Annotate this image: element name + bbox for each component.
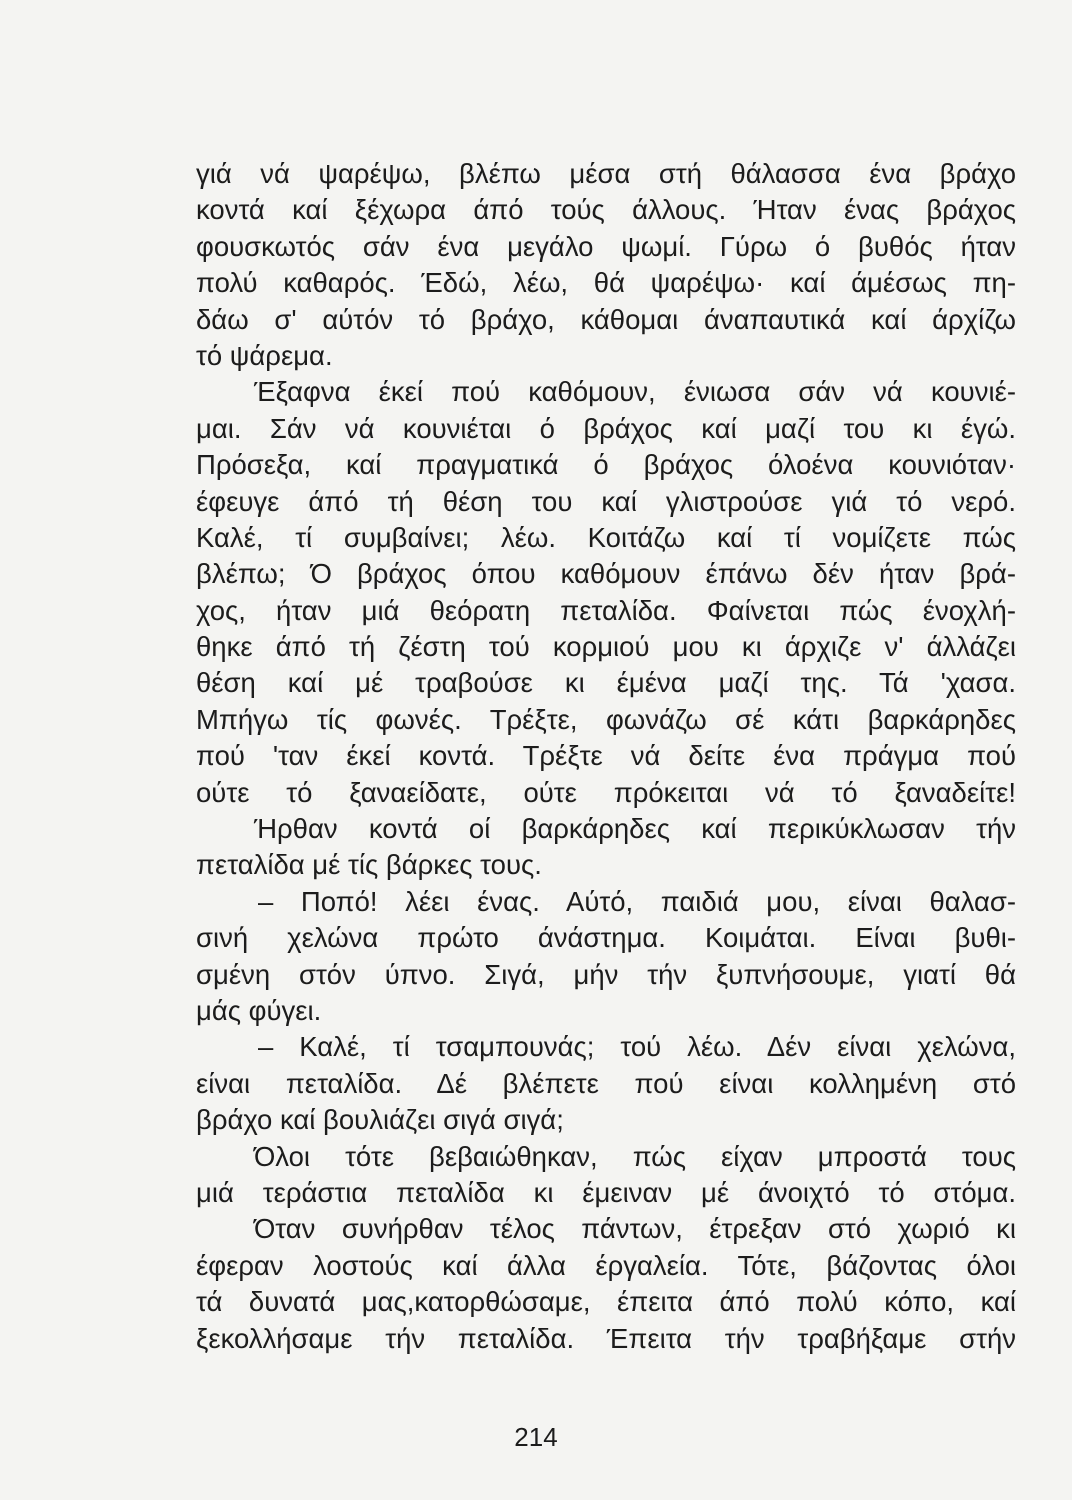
text-line: τό ψάρεμα. (196, 339, 333, 371)
text-line: Όταν συνήρθαν τέλος πάντων, έτρεξαν στό χωριό κι (254, 1213, 1016, 1245)
text-line: Έξαφνα έκεί πού καθόμουν, ένιωσα σάν νά κουνιέ- (254, 376, 1016, 408)
text-line: πεταλίδα μέ τίς βάρκες τους. (196, 849, 542, 881)
page-number: 214 (514, 1422, 558, 1452)
text-line: φουσκωτός σάν ένα μεγάλο ψωμί. Γύρω ό βυθός ήταν (196, 230, 1016, 262)
text-line: πολύ καθαρός. Έδώ, λέω, θά ψαρέψω· καί άμέσως πη- (196, 267, 1016, 299)
text-line: γιά νά ψαρέψω, βλέπω μέσα στή θάλασσα ένα βράχο (196, 158, 1016, 189)
text-line: έφεραν λοστούς καί άλλα έργαλεία. Τότε, βάζοντας όλοι (196, 1249, 1016, 1281)
text-line: έφευγε άπό τή θέση του καί γλιστρούσε γιά τό νερό. (196, 485, 1016, 517)
text-line: χος, ήταν μιά θεόρατη πεταλίδα. Φαίνεται πώς ένοχλή- (196, 594, 1016, 626)
text-line: μαι. Σάν νά κουνιέται ό βράχος καί μαζί του κι έγώ. (196, 412, 1016, 444)
text-line: κοντά καί ξέχωρα άπό τούς άλλους. Ήταν ένας βράχος (196, 194, 1016, 226)
text-line: Καλέ, τί συμβαίνει; λέω. Κοιτάζω καί τί νομίζετε πώς (196, 521, 1016, 553)
text-line: σμένη στόν ύπνο. Σιγά, μήν τήν ξυπνήσουμε, γιατί θά (196, 958, 1016, 990)
text-line: ξεκολλήσαμε τήν πεταλίδα. Έπειτα τήν τραβήξαμε στήν (196, 1322, 1016, 1354)
text-line: πού 'ταν έκεί κοντά. Τρέξτε νά δείτε ένα πράγμα πού (196, 740, 1016, 772)
text-line: Όλοι τότε βεβαιώθηκαν, πώς είχαν μπροστά τους (254, 1140, 1016, 1172)
text-line: θηκε άπό τή ζέστη τού κορμιού μου κι άρχιζε ν' άλλάζει (196, 631, 1016, 663)
dialogue-line: – Καλέ, τί τσαμπουνάς; τού λέω. Δέν είναι χελώνα, (258, 1031, 1016, 1063)
text-line: Μπήγω τίς φωνές. Τρέξτε, φωνάζω σέ κάτι βαρκάρηδες (196, 703, 1016, 735)
text-line: Ήρθαν κοντά οί βαρκάρηδες καί περικύκλωσαν τήν (254, 813, 1016, 845)
text-line: δάω σ' αύτόν τό βράχο, κάθομαι άναπαυτικά καί άρχίζω (196, 303, 1016, 335)
text-line: θέση καί μέ τραβούσε κι έμένα μαζί της. Τά 'χασα. (196, 667, 1016, 699)
text-line: βράχο καί βουλιάζει σιγά σιγά; (196, 1104, 564, 1136)
text-line: ούτε τό ξαναείδατε, ούτε πρόκειται νά τό ξαναδείτε! (196, 776, 1016, 808)
text-line: τά δυνατά μας,κατορθώσαμε, έπειτα άπό πολύ κόπο, καί (196, 1286, 1016, 1318)
body-text (196, 156, 1016, 1357)
text-line: είναι πεταλίδα. Δέ βλέπετε πού είναι κολλημένη στό (196, 1067, 1016, 1099)
text-line: μάς φύγει. (196, 994, 322, 1026)
text-line: βλέπω; Ό βράχος όπου καθόμουν έπάνω δέν ήταν βρά- (196, 558, 1016, 590)
text-line: σινή χελώνα πρώτο άνάστημα. Κοιμάται. Είναι βυθι- (196, 922, 1016, 954)
text-line: Πρόσεξα, καί πραγματικά ό βράχος όλοένα κουνιόταν· (196, 449, 1016, 481)
text-line: μιά τεράστια πεταλίδα κι έμειναν μέ άνοιχτό τό στόμα. (196, 1176, 1016, 1208)
dialogue-line: – Ποπό! λέει ένας. Αύτό, παιδιά μου, είναι θαλασ- (258, 885, 1016, 917)
